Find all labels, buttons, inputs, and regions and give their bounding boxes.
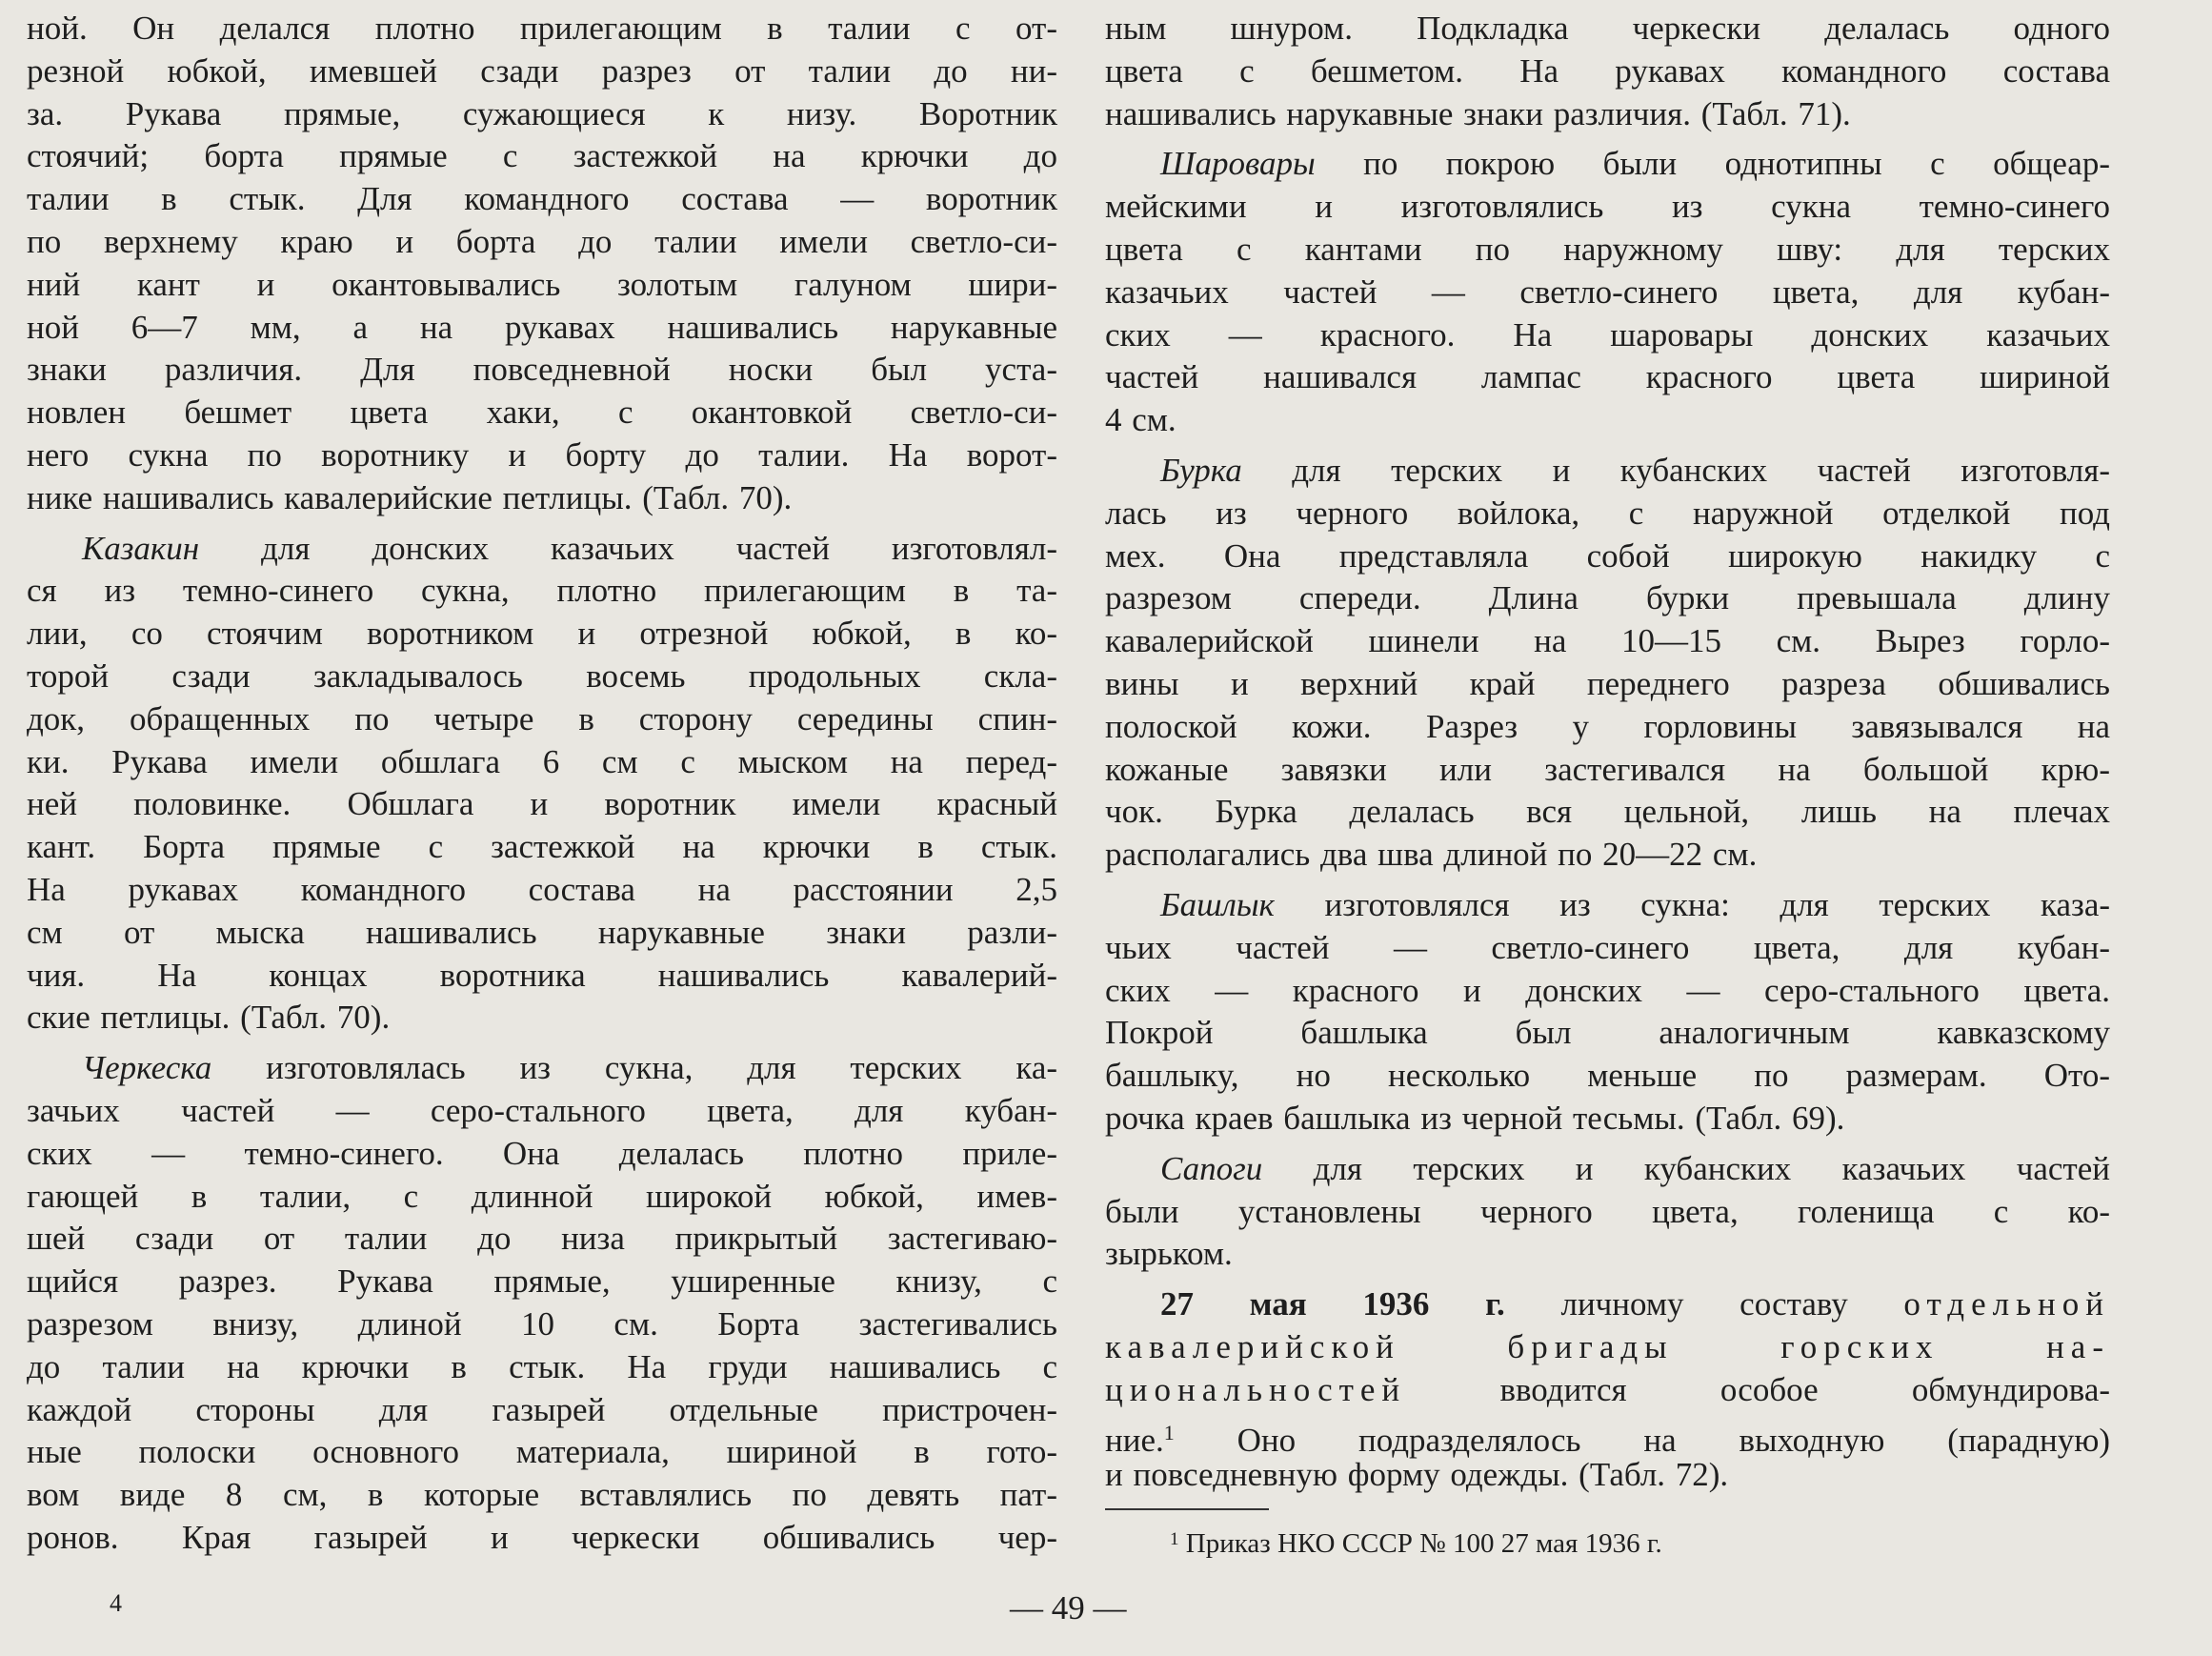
text-line [1105,450,2110,493]
text-line: и повседневную форму одежды. (Табл. 72). [1105,1456,1729,1494]
text-line [27,1047,1057,1090]
text-line: были установлены черного цвета, голенища с ко- [1105,1192,2110,1230]
text-line: башлыку, но несколько меньше по размерам. Ото- [1105,1057,2110,1095]
text-fragment: по покрою были однотипны с общеар- [1363,145,2110,183]
text-line: ной. Он делался плотно прилегающим в талии с от- [27,10,1057,47]
text-fragment: изготовлялся из сукна: для терских каза- [1324,885,2111,923]
text-line: см от мыска нашивались нарукавные знаки разли- [27,913,1057,951]
term-bashlyk: Башлык [1160,885,1275,923]
text-line: зачьих частей — серо-стального цвета, для кубан- [27,1091,1057,1129]
text-line: ских — красного. На шаровары донских казачьих [1105,315,2110,353]
term-cherkeska: Черкеска [82,1049,212,1087]
text-line: шей сзади от талии до низа прикрытый застегиваю- [27,1220,1057,1258]
page-number: — 49 — [1010,1589,1127,1626]
text-fragment: изготовлялась из сукна, для терских ка- [266,1049,1058,1087]
text-line: 4 см. [1105,401,1176,439]
text-line: лась из черного войлока, с наружной отделкой под [1105,494,2110,532]
text-line: разрезом внизу, длиной 10 см. Борта застегивались [27,1304,1057,1343]
text-line: частей нашивался лампас красного цвета шириной [1105,358,2110,396]
text-line: чия. На концах воротника нашивались кавалерий- [27,956,1057,994]
right-column [1105,8,2110,1497]
text-fragment: вводится особое обмундирова- [1499,1370,2111,1408]
signature-mark: 4 [110,1589,122,1617]
text-line: мейскими и изготовлялись из сукна темно-синего [1105,188,2110,226]
text-line: кант. Борта прямые с застежкой на крючки в стык. [27,828,1057,866]
text-line: Покрой башлыка был аналогичным кавказскому [1105,1014,2110,1052]
text-line: рочка краев башлыка из черной тесьмы. (Табл. 69). [1105,1099,1845,1137]
footnote-text: Приказ НКО СССР № 100 27 мая 1936 г. [1185,1528,1662,1559]
term-kazakin: Казакин [82,529,200,567]
text-line [1105,1369,2110,1412]
text-line: цвета с бешметом. На рукавах командного состава [1105,51,2110,90]
text-line: новлен бешмет цвета хаки, с окантовкой светло-си- [27,394,1057,432]
text-fragment: личному составу [1560,1285,1848,1323]
text-fragment: для донских казачьих частей изготовлял- [261,529,1057,567]
text-line: разрезом спереди. Длина бурки превышала длину [1105,579,2110,617]
text-line: ней половинке. Обшлага и воротник имели красный [27,785,1057,823]
text-line: нике нашивались кавалерийские петлицы. (Табл. 70). [27,478,793,516]
text-line [1105,1148,2110,1191]
text-line: вом виде 8 см, в которые вставлялись по девять пат- [27,1476,1057,1514]
term-burka: Бурка [1160,451,1242,489]
text-line [1105,143,2110,186]
text-line: ских — красного и донских — серо-стального цвета. [1105,971,2110,1009]
text-line: кавалерийской бригады горских на- [1105,1327,2110,1365]
term-sharovary: Шаровары [1160,145,1316,183]
text-line: торой сзади закладывалось восемь продольных скла- [27,656,1057,695]
text-fragment: ние. [1105,1421,1164,1459]
text-line: лии, со стоячим воротником и отрезной юбкой, в ко- [27,615,1057,653]
text-line: стоячий; борта прямые с застежкой на крючки до [27,137,1057,175]
text-line: знаки различия. Для повседневной носки был уста- [27,351,1057,389]
text-line: вины и верхний край переднего разреза обшивались [1105,664,2110,702]
text-line: ские петлицы. (Табл. 70). [27,999,391,1037]
text-line [1105,884,2110,927]
text-line: располагались два шва длиной по 20—22 см. [1105,836,1758,874]
text-line: чок. Бурка делалась вся цельной, лишь на плечах [1105,793,2110,831]
text-line: мех. Она представляла собой широкую накидку с [1105,536,2110,575]
text-line: щийся разрез. Рукава прямые, уширенные книзу, с [27,1262,1057,1301]
text-line: ные полоски основного материала, шириной в гото- [27,1433,1057,1471]
text-line: до талии на крючки в стык. На груди нашивались с [27,1347,1057,1385]
text-line: чьих частей — светло-синего цвета, для кубан- [1105,928,2110,966]
spaced-text: отдельной [1903,1285,2111,1323]
text-line: гающей в талии, с длинной широкой юбкой, имев- [27,1177,1057,1215]
text-fragment: для терских и кубанских частей изготовля- [1292,451,2110,489]
text-line: ронов. Края газырей и черкески обшивались чер- [27,1518,1057,1556]
text-line: зырьком. [1105,1235,1233,1273]
text-line: кавалерийской шинели на 10—15 см. Вырез горло- [1105,622,2110,660]
footnote-ref: 1 [1163,1420,1175,1444]
term-sapogi: Сапоги [1160,1149,1263,1187]
text-fragment: для терских и кубанских казачьих частей [1313,1149,2110,1187]
text-line: нашивались нарукавные знаки различия. (Табл. 71). [1105,94,1851,132]
text-line: ся из темно-синего сукна, плотно прилегающим в та- [27,572,1057,610]
text-line [27,528,1057,571]
text-line: цвета с кантами по наружному шву: для терских [1105,230,2110,268]
text-line: резной юбкой, имевшей сзади разрез от талии до ни- [27,51,1057,90]
text-line: за. Рукава прямые, сужающиеся к низу. Воротник [27,94,1057,132]
text-line: кожаные завязки или застегивался на большой крю- [1105,750,2110,788]
text-line [1105,1412,2110,1459]
text-line [1105,1283,2110,1326]
footnote [1170,1523,1662,1561]
footnote-divider [1105,1508,1269,1510]
text-line: него сукна по воротнику и борту до талии. На ворот- [27,435,1057,474]
left-column [27,8,1057,1560]
text-line: каждой стороны для газырей отдельные пристрочен- [27,1390,1057,1428]
text-line: ки. Рукава имели обшлага 6 см с мыском на перед- [27,742,1057,780]
text-line: На рукавах командного состава на расстоянии 2,5 [27,870,1057,908]
text-line: ний кант и окантовывались золотым галуном шири- [27,265,1057,303]
text-line: казачьих частей — светло-синего цвета, для кубан- [1105,273,2110,311]
text-line: ной 6—7 мм, а на рукавах нашивались нарукавные [27,308,1057,346]
spaced-text: циональностей [1105,1370,1407,1408]
text-line: по верхнему краю и борта до талии имели светло-си- [27,222,1057,260]
date-heading: 27 мая 1936 г. [1160,1285,1505,1323]
text-line: полоской кожи. Разрез у горловины завязывался на [1105,707,2110,745]
text-line: док, обращенных по четыре в сторону середины спин- [27,699,1057,737]
text-line: ным шнуром. Подкладка черкески делалась одного [1105,10,2110,47]
text-fragment: Оно подразделялось на выходную (парадную) [1237,1421,2110,1459]
text-line: ских — темно-синего. Она делалась плотно приле- [27,1134,1057,1172]
footnote-marker: 1 [1170,1529,1179,1549]
text-line: талии в стык. Для командного состава — воротник [27,180,1057,218]
